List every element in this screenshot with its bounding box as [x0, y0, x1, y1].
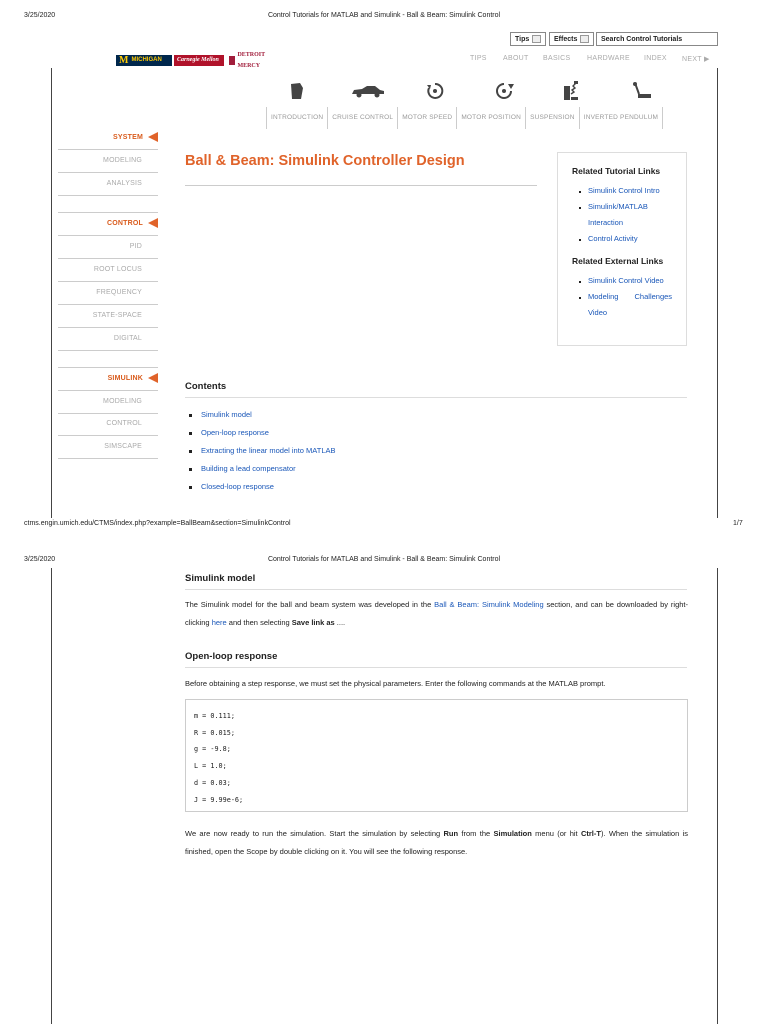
search-input[interactable]: Search Control Tutorials [596, 32, 718, 46]
contents-link[interactable]: Building a lead compensator [188, 460, 336, 478]
contents-link[interactable]: Closed-loop response [188, 478, 336, 496]
page-title: Ball & Beam: Simulink Controller Design [185, 153, 465, 169]
detroit-mercy-mark-icon [229, 56, 235, 65]
sidebar-item-control[interactable]: CONTROL [58, 213, 158, 236]
cmu-logo[interactable]: Carnegie Mellon [174, 55, 224, 66]
sponsor-logos [116, 51, 288, 69]
arrow-left-icon [148, 373, 158, 383]
matlab-code-block[interactable] [185, 699, 688, 812]
nav-hardware[interactable]: HARDWARE [587, 55, 630, 62]
tab-motor-speed[interactable]: MOTOR SPEED [397, 107, 456, 129]
print-title: Control Tutorials for MATLAB and Simulink - Ball & Beam: Simulink Control [267, 556, 501, 563]
code-line: g = -9.8; [194, 745, 231, 754]
nav-tips[interactable]: TIPS [470, 55, 487, 62]
sidebar-item-pid[interactable]: PID [58, 236, 158, 259]
cruise-control-car-icon[interactable] [350, 84, 386, 98]
tab-suspension[interactable]: SUSPENSION [525, 107, 579, 129]
print-url: ctms.engin.umich.edu/CTMS/index.php?example=BallBeam&section=SimulinkControl [24, 520, 291, 527]
section-heading-open-loop: Open-loop response [185, 651, 278, 662]
code-line: J = 9.99e-6; [194, 795, 244, 804]
sidebar-item-digital[interactable]: DIGITAL [58, 328, 158, 351]
related-tutorial-list [572, 183, 686, 247]
michigan-logo[interactable]: M MICHIGAN [116, 55, 172, 66]
tab-cruise-control[interactable]: CRUISE CONTROL [327, 107, 397, 129]
related-link[interactable]: Control Activity [572, 231, 686, 247]
contents-heading: Contents [185, 381, 227, 392]
simulink-modeling-link[interactable]: Ball & Beam: Simulink Modeling [434, 600, 544, 609]
sidebar-item-simscape[interactable]: SIMSCAPE [58, 436, 158, 459]
code-line: d = 0.03; [194, 778, 231, 787]
nav-index[interactable]: INDEX [644, 55, 667, 62]
download-here-link[interactable]: here [211, 617, 227, 627]
sidebar-item-system[interactable]: SYSTEM [58, 127, 158, 150]
code-line: m = 0.111; [194, 712, 235, 720]
tab-introduction[interactable]: INTRODUCTION [266, 107, 327, 129]
contents-link[interactable]: Simulink model [188, 406, 336, 424]
sidebar-item-sim-control[interactable]: CONTROL [58, 413, 158, 436]
sidebar-item-frequency[interactable]: FREQUENCY [58, 282, 158, 305]
introduction-icon[interactable] [286, 80, 308, 102]
contents-link[interactable]: Extracting the linear model into MATLAB [188, 442, 336, 460]
sidebar-spacer [58, 196, 158, 213]
frame-left [51, 568, 52, 1024]
inverted-pendulum-icon[interactable] [629, 81, 653, 101]
contents-link[interactable]: Open-loop response [188, 424, 336, 442]
run-simulation-paragraph: We are now ready to run the simulation. Start the simulation by selecting Run from the Simulation menu (or hit Ctrl-T). When the simulation is finished, open the Scope by double clicking on it. You will see the following response. [185, 829, 688, 856]
sidebar-item-analysis[interactable]: ANALYSIS [58, 173, 158, 196]
section-heading-simulink-model: Simulink model [185, 573, 256, 584]
related-link[interactable]: Simulink/MATLAB Interaction [572, 199, 686, 231]
related-links-box [557, 152, 687, 346]
arrow-left-icon [148, 132, 158, 142]
print-date: 3/25/2020 [24, 556, 56, 563]
tab-inverted-pendulum[interactable]: INVERTED PENDULUM [579, 107, 663, 129]
sidebar-item-root-locus[interactable]: ROOT LOCUS [58, 259, 158, 282]
nav-basics[interactable]: BASICS [543, 55, 571, 62]
tab-motor-position[interactable]: MOTOR POSITION [456, 107, 525, 129]
detroit-mercy-logo[interactable]: DETROIT MERCY [226, 55, 288, 66]
sidebar-item-state-space[interactable]: STATE-SPACE [58, 305, 158, 328]
contents-divider [185, 397, 687, 398]
print-title: Control Tutorials for MATLAB and Simulink - Ball & Beam: Simulink Control [267, 12, 501, 19]
related-external-heading: Related External Links [572, 256, 664, 266]
open-loop-intro: Before obtaining a step response, we must set the physical parameters. Enter the following commands at the MATLAB prompt. [185, 679, 606, 688]
print-page-number: 1/7 [733, 520, 743, 527]
external-link[interactable]: Modeling Challenges Video [572, 289, 686, 321]
nav-about[interactable]: ABOUT [503, 55, 529, 62]
frame-right [717, 68, 718, 518]
section-divider [185, 667, 687, 668]
related-link[interactable]: Simulink Control Intro [572, 183, 686, 199]
nav-next[interactable]: NEXT ▶ [682, 56, 710, 63]
external-link[interactable]: Simulink Control Video [572, 273, 686, 289]
related-external-list [572, 273, 686, 321]
tips-toggle[interactable]: Tips [510, 32, 546, 46]
contents-list [188, 406, 336, 496]
sidebar-item-modeling[interactable]: MODELING [58, 150, 158, 173]
motor-speed-icon[interactable] [425, 81, 445, 101]
tips-checkbox[interactable] [532, 35, 541, 43]
title-divider [185, 185, 537, 186]
code-line: L = 1.0; [194, 762, 227, 771]
section-divider [185, 589, 687, 590]
print-date: 3/25/2020 [24, 12, 56, 19]
effects-toggle[interactable]: Effects [549, 32, 594, 46]
suspension-icon[interactable] [561, 80, 581, 102]
sidebar-item-sim-modeling[interactable]: MODELING [58, 391, 158, 414]
arrow-left-icon [148, 218, 158, 228]
related-tutorial-heading: Related Tutorial Links [572, 166, 661, 176]
simulink-model-paragraph: The Simulink model for the ball and beam system was developed in the Ball & Beam: Simulink Modeling section, and can be downloaded by right-clicking here and then selecting Save link as .... [185, 600, 688, 627]
example-tabs [266, 107, 663, 129]
effects-checkbox[interactable] [580, 35, 589, 43]
code-line: R = 0.015; [194, 728, 235, 737]
sidebar-item-simulink[interactable]: SIMULINK [58, 368, 158, 391]
frame-left [51, 68, 52, 518]
sidebar-spacer [58, 351, 158, 368]
frame-right [717, 568, 718, 1024]
motor-position-icon[interactable] [494, 81, 516, 101]
